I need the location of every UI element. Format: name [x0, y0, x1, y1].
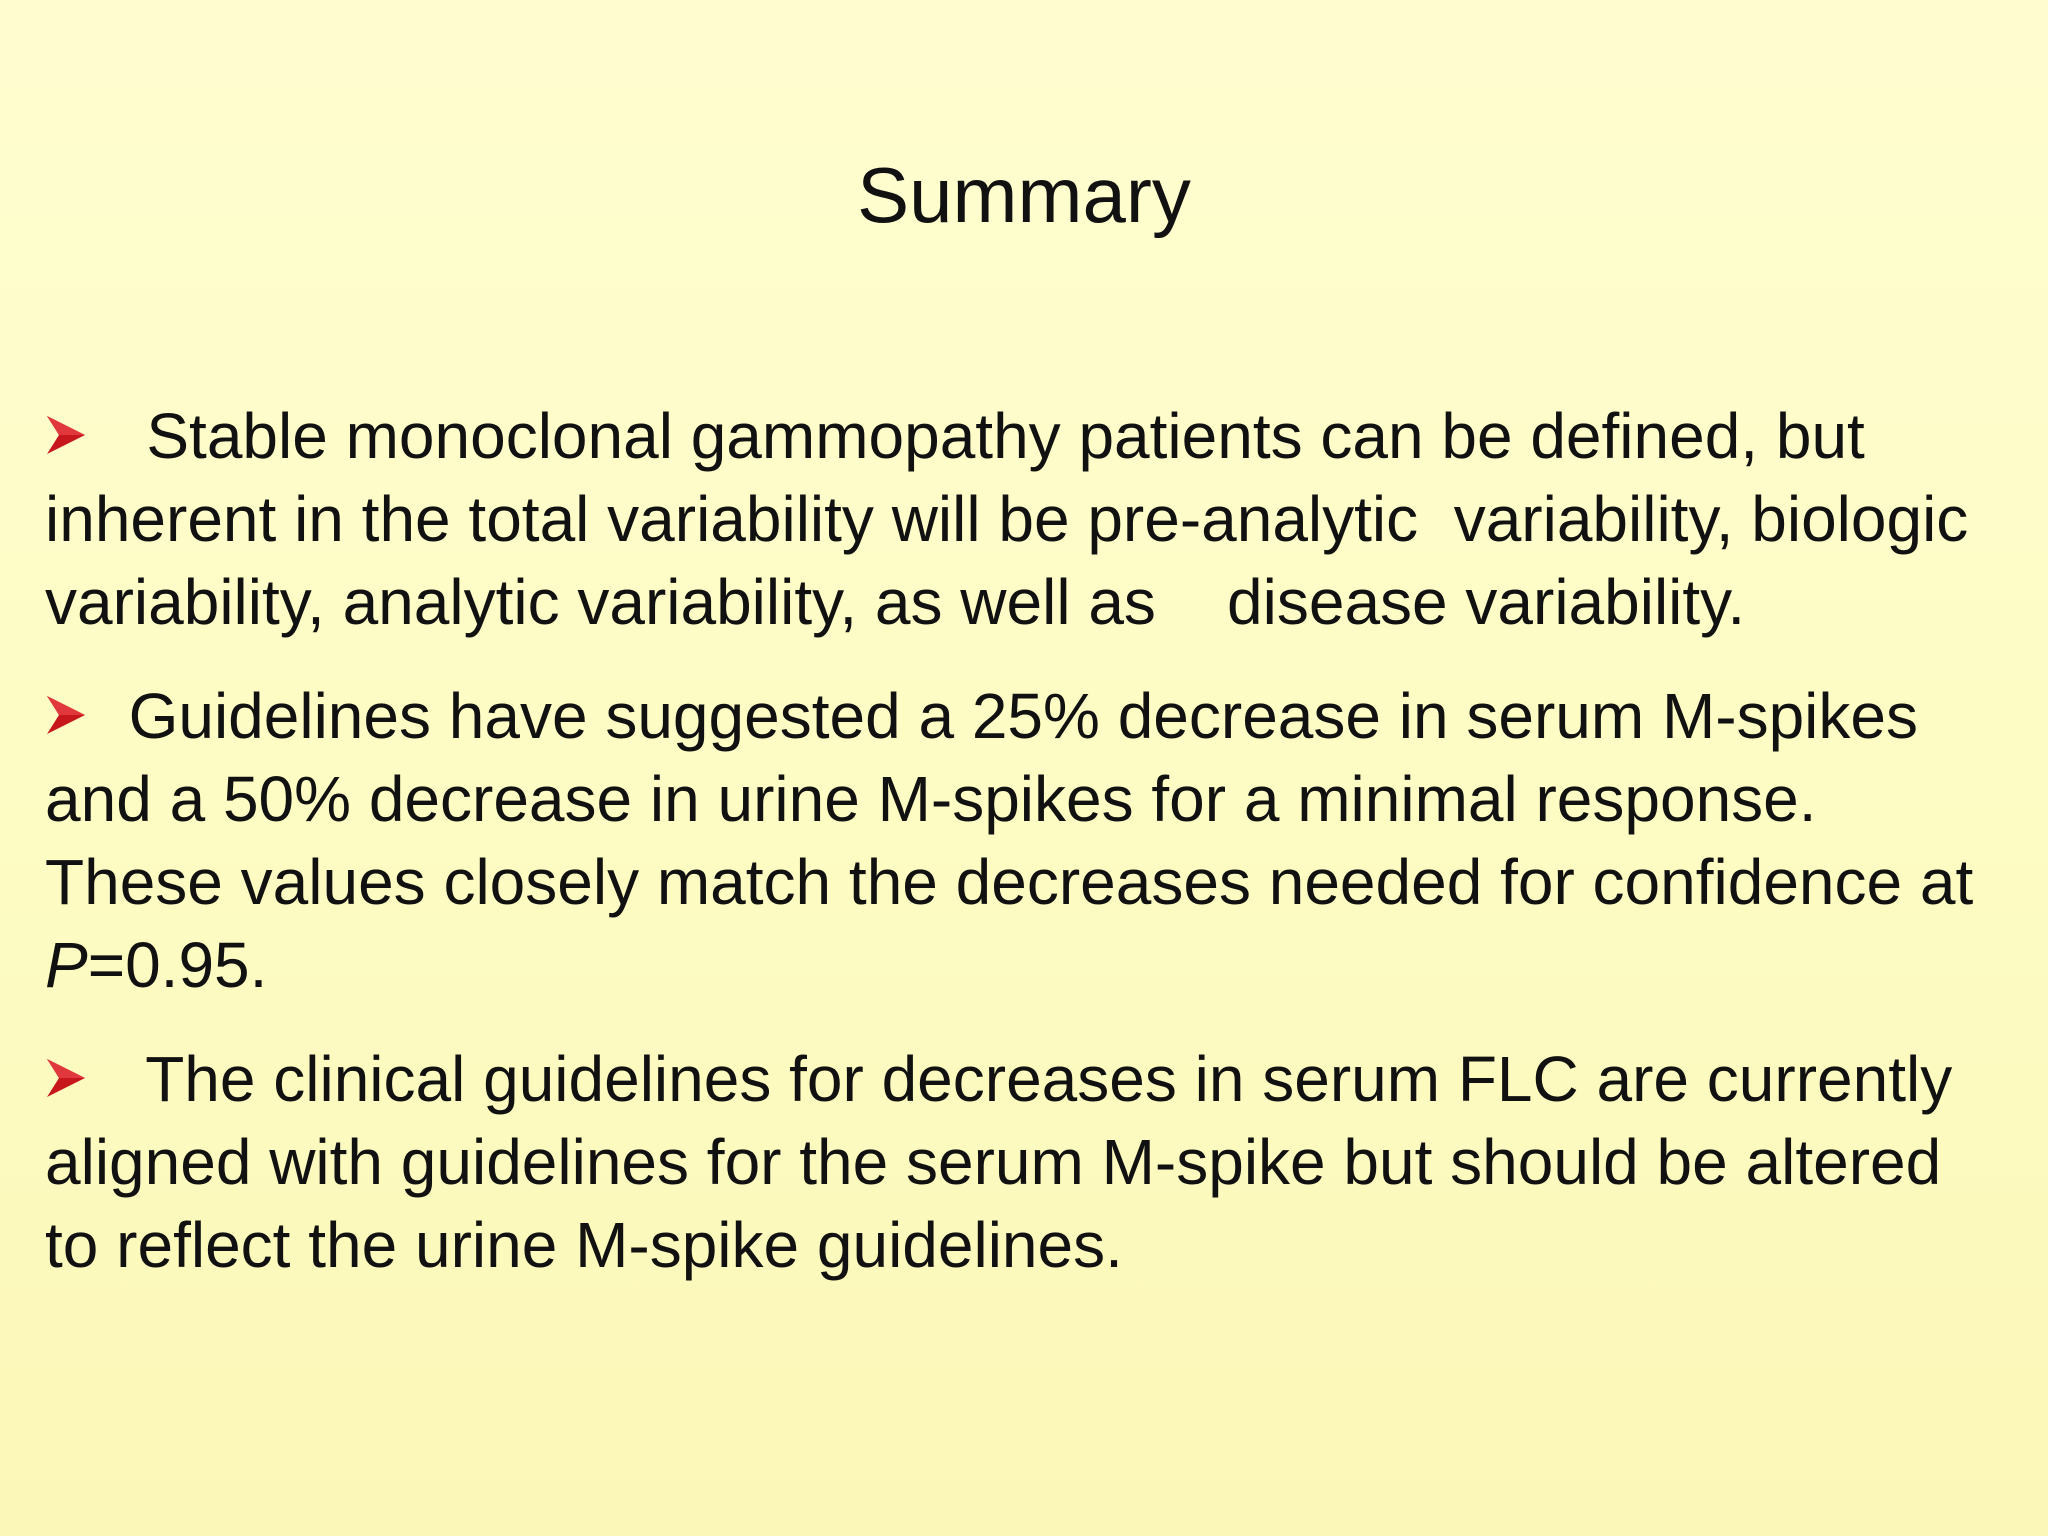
bullet-text: The clinical guidelines for decreases in serum FLC are currently aligned with guidelines for the serum M-spike but should be altered to reflect the urine M-spike guidelines.: [45, 1043, 1970, 1281]
arrowhead-bullet-icon: [45, 1055, 87, 1101]
slide-title: Summary: [857, 151, 1191, 239]
bullet-text-end: =0.95.: [87, 929, 268, 1001]
bullet-text: Guidelines have suggested a 25% decrease in serum M-spikes and a 50% decrease in urine M-spikes for a minimal response. These values closely match the decreases needed for confidence at: [45, 680, 1992, 918]
bullet-item-flc: [45, 1038, 2005, 1287]
arrowhead-bullet-icon: [45, 412, 87, 458]
bullet-list: [45, 395, 2005, 1287]
bullet-text: Stable monoclonal gammopathy patients can be defined, but inherent in the total variability will be pre-analytic variability, biologic variability, analytic variability, as well as disease variability.: [45, 400, 1987, 638]
bullet-item-guidelines: [45, 675, 2005, 1007]
bullet-italic-p: P: [45, 929, 88, 1001]
arrowhead-bullet-icon: [45, 692, 87, 738]
bullet-item-variability: [45, 395, 2005, 644]
